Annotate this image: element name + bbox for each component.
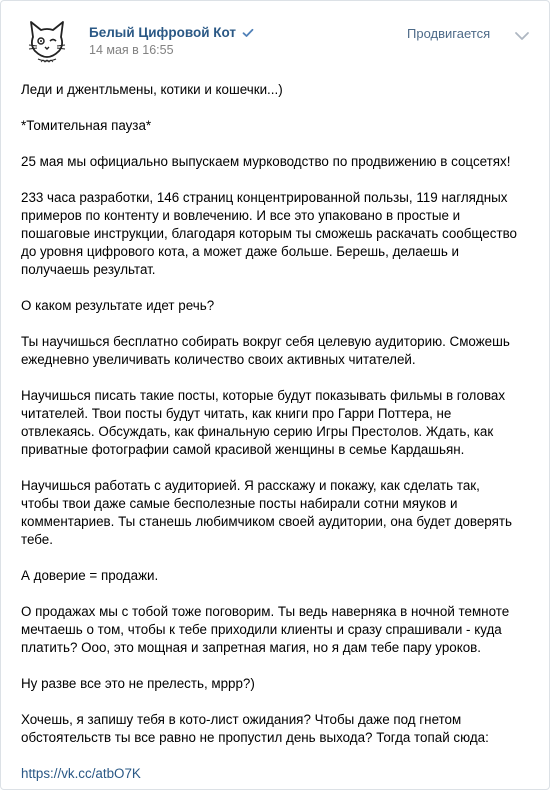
post-paragraph: О продажах мы с тобой тоже поговорим. Ты ведь наверняка в ночной темноте мечтаешь о том, чтобы к тебе приходили клиенты и сразу спрашивали - куда платить? Ооо, это мощная и запретная магия, но я дам тебе пару уроков. bbox=[21, 604, 510, 655]
post-link-row bbox=[21, 765, 521, 783]
author-name[interactable] bbox=[89, 25, 254, 40]
post-paragraph: Научишься работать с аудиторией. Я расскажу и покажу, как сделать так, чтобы твои даже самые бесполезные посты набирали сотни мяуков и комментариев. Ты станешь любимчиком своей аудитории, она будет доверять тебе. bbox=[21, 478, 512, 547]
post-paragraph: Научишься писать такие посты, которые будут показывать фильмы в головах читателей. Твои посты будут читать, как книги про Гарри Поттера, не отвлекаясь. Обсуждать, как финальную серию Игры Престолов. Ждать, как приватные фотографии самой красивой женщины в семье Кардашьян. bbox=[21, 388, 506, 457]
avatar[interactable] bbox=[21, 15, 73, 67]
post-paragraph: Хочешь, я запишу тебя в кото-лист ожидания? Чтобы даже под гнетом обстоятельств ты все равно не пропустил день выхода? Тогда топай сюда: bbox=[21, 712, 489, 745]
post-paragraph: Ты научишься бесплатно собирать вокруг себя целевую аудиторию. Сможешь ежедневно увеличивать количество своих активных читателей. bbox=[21, 334, 510, 367]
promoted-label[interactable]: Продвигается bbox=[407, 26, 491, 41]
cat-logo-icon bbox=[21, 15, 73, 67]
post-header bbox=[1, 1, 549, 75]
post-paragraph: Ну разве все это не прелесть, мррр?) bbox=[21, 676, 255, 691]
post-paragraph: 25 мая мы официально выпускаем мурководство по продвижению в соцсетях! bbox=[21, 154, 511, 169]
verified-check-icon bbox=[242, 27, 254, 39]
chevron-down-icon[interactable] bbox=[514, 28, 530, 38]
post-text bbox=[21, 81, 521, 783]
post-paragraph: 233 часа разработки, 146 страниц концентрированной пользы, 119 наглядных примеров по контенту и вовлечению. И все это упаковано в простые и пошаговые инструкции, благодаря которым ты сможешь раскачать сообщество до уровня цифрового кота, а может даже больше. Берешь, делаешь и получаешь результат. bbox=[21, 190, 517, 277]
post-paragraph: О каком результате идет речь? bbox=[21, 298, 215, 313]
post-paragraph: Леди и джентльмены, котики и кошечки...) bbox=[21, 82, 283, 97]
post-link[interactable]: https://vk.cc/atbO7K bbox=[21, 766, 141, 781]
post-date[interactable]: 14 мая в 16:55 bbox=[89, 43, 174, 57]
post-paragraph: А доверие = продажи. bbox=[21, 568, 159, 583]
post-paragraph: *Томительная пауза* bbox=[21, 118, 152, 133]
author-name-label: Белый Цифровой Кот bbox=[89, 25, 237, 40]
